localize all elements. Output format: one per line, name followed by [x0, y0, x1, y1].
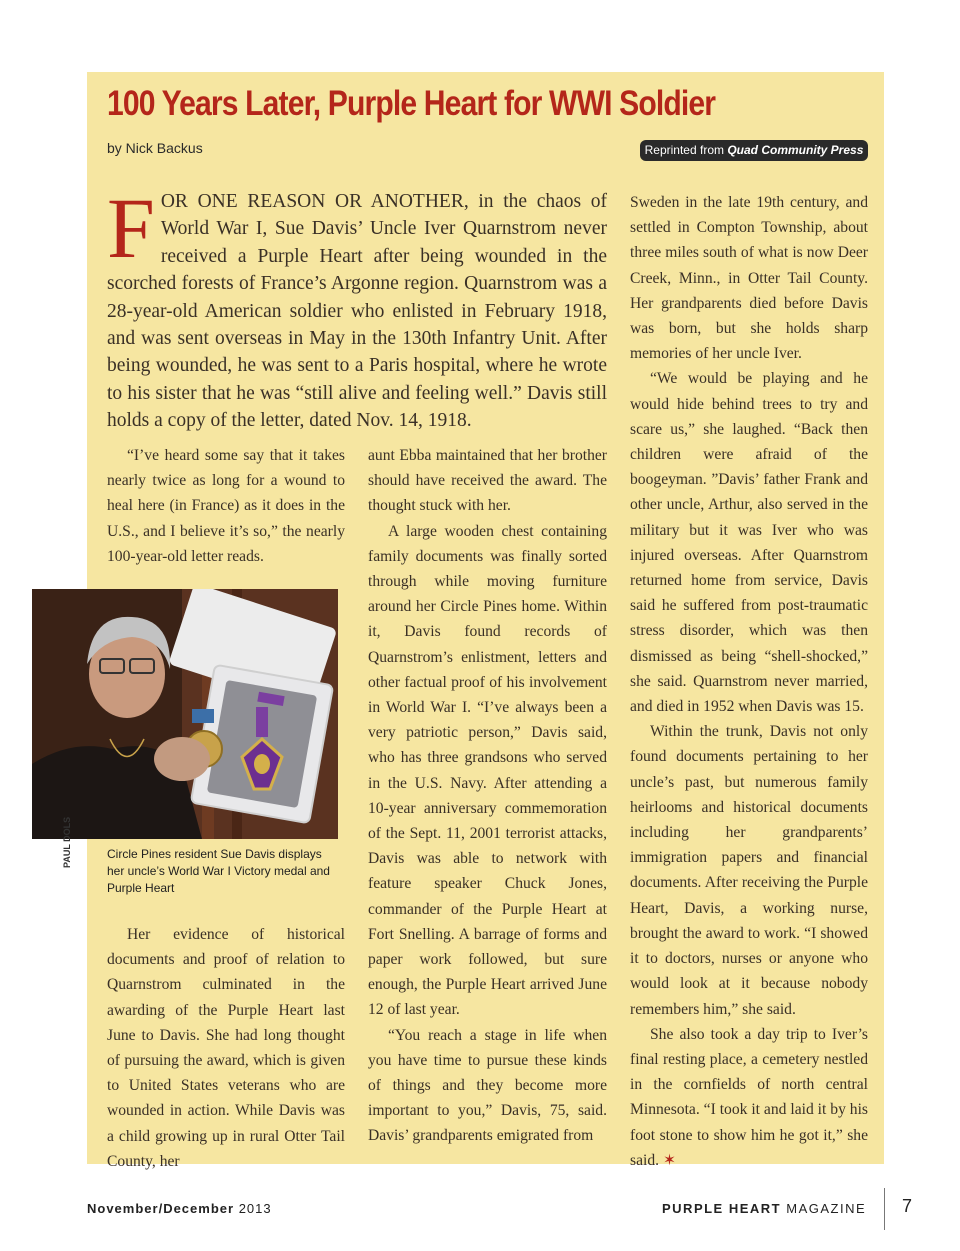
lead-caps: OR ONE REASON OR ANOTHER, [160, 191, 469, 212]
paragraph: Sweden in the late 19th century, and settled in Compton Township, about three miles south of what is now Deer Creek, Minn., in Otter Tail County. Her grandparents died before Davis was born, but she holds sharp memories of her uncle Iver. [630, 194, 868, 363]
magazine-name-bold: PURPLE HEART [662, 1201, 782, 1216]
photo-caption: Circle Pines resident Sue Davis displays her uncle’s World War I Victory medal and Purple Heart [107, 847, 330, 895]
paragraph: Within the trunk, Davis not only found documents pertaining to her uncle’s past, but numerous family heirlooms and historical documents including her grandparents’ immigration papers and financial documents. After receiving the Purple Heart, Davis, a working nurse, brought the award to work. “I showed it to doctors, nurses or anyone who would look at it because nobody remembers him,” she said. [630, 723, 868, 1018]
paragraph [630, 1022, 868, 1173]
paragraph: “You reach a stage in life when you have time to pursue these kinds of things and they become more important to you,” Davis, 75, said. Davis’ grandparents emigrated from [368, 1026, 607, 1145]
reprint-source: Quad Community Press [727, 143, 864, 157]
lead-paragraph [107, 180, 607, 435]
magazine-name-rest: MAGAZINE [786, 1201, 867, 1216]
column-1-bottom [107, 922, 345, 1174]
reprint-prefix: Reprinted from [644, 143, 724, 157]
column-2 [368, 443, 607, 1149]
photo [32, 589, 338, 839]
page-number: 7 [902, 1196, 913, 1216]
footer-divider [884, 1188, 885, 1230]
byline: by Nick Backus [107, 140, 203, 156]
paragraph: Her evidence of historical documents and proof of relation to Quarnstrom culminated in the awarding of the Purple Heart last June to Davis. She had long thought of pursuing the award, which is given to United States veterans who are wounded in action. While Davis was a child growing up in rural Otter Tail County, her [107, 926, 345, 1170]
issue-month: November/December [87, 1201, 235, 1216]
paragraph: aunt Ebba maintained that her brother should have received the award. The thought stuck with her. [368, 447, 607, 515]
paragraph: “I’ve heard some say that it takes nearly twice as long for a wound to heal here (in France) as it does in the U.S., and I believe it’s so,” the nearly 100-year-old letter reads. [107, 447, 345, 565]
paragraph: A large wooden chest containing family documents was finally sorted through while moving furniture around her Circle Pines home. Within it, Davis found records of Quarnstrom’s enlistment, letters and other factual proof of his involvement in World War I. “I’ve always been a very patriotic person,” Davis said, who has three grandsons who served in the U.S. Navy. After attending a 10-year anniversary commemoration of the Sept. 11, 2001 terrorist attacks, Davis was able to network with feature speaker Chuck Jones, commander of the Purple Heart at Fort Snelling. A barrage of forms and paper work followed, but sure enough, the Purple Heart arrived June 12 of last year. [368, 522, 607, 1019]
footer-issue [87, 1201, 272, 1216]
lead-text: in the chaos of World War I, Sue Davis’ Uncle Iver Quarnstrom never received a Purple Heart after being wounded in the scorched forests of France’s Argonne region. Quarnstrom was a 28-year-old American soldier who enlisted in February 1918, and was sent overseas in May in the 130th Infantry Unit. After being wounded, he was sent to a Paris hospital, where he wrote to his sister that he was “still alive and feeling well.” Davis still holds a copy of the letter, dated Nov. 14, 1918. [107, 191, 607, 432]
reprint-badge [640, 140, 868, 161]
paragraph-text: She also took a day trip to Iver’s final resting place, a cemetery nestled in the cornfields of north central Minnesota. “I took it and laid it by his foot stone to show him he got it,” she said. [630, 1025, 868, 1169]
column-1-top [107, 443, 345, 569]
footer-magazine [662, 1201, 866, 1216]
headline: 100 Years Later, Purple Heart for WWI Soldier [107, 84, 716, 123]
photo-illustration [32, 589, 338, 839]
issue-year: 2013 [238, 1201, 272, 1216]
paragraph: “We would be playing and he would hide behind trees to try and scare us,” she laughed. “Back then children were afraid of the boogeyman. ”Davis’ father Frank and other uncle, Arthur, also served in the military but it was Iver who was injured overseas. After Quarnstrom returned home from service, Davis said he suffered from post-traumatic stress disorder, which was then dismissed as being “shell-shocked,” she said. Quarnstrom never married, and died in 1952 when Davis was 15. [630, 370, 868, 716]
photo-credit: PAUL DOLS [62, 816, 72, 868]
column-3 [630, 190, 868, 1173]
end-mark: ✶ [662, 1151, 677, 1169]
drop-cap: F [107, 180, 155, 276]
